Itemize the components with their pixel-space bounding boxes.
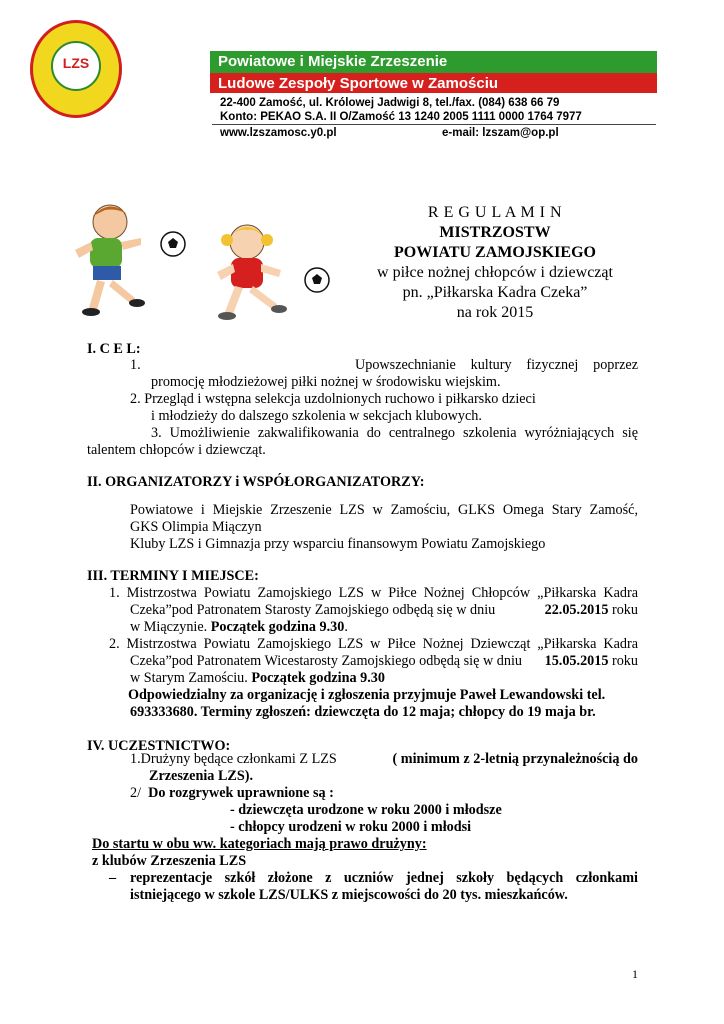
goal-1-text-b: promocję młodzieżowej piłki nożnej w środowisku wiejskim.	[151, 374, 501, 390]
section-3-heading: III. TERMINY I MIEJSCE:	[87, 568, 259, 584]
participation-2-text: Do rozgrywek uprawnione są :	[148, 785, 334, 801]
logo-emblem	[51, 41, 101, 91]
responsible-line-b: 693333680. Terminy zgłoszeń: dziewczęta do 12 maja; chłopcy do 19 maja br.	[130, 704, 596, 720]
organizers-line-3: Kluby LZS i Gimnazja przy wsparciu finansowym Powiatu Zamojskiego	[130, 536, 546, 552]
org-address: 22-400 Zamość, ul. Królowej Jadwigi 8, tel./fax. (084) 638 66 79	[220, 97, 560, 109]
term-2-date: 15.05.2015	[544, 653, 609, 669]
participation-line-2	[130, 785, 334, 802]
doc-title-regulamin: R E G U L A M I N	[427, 204, 563, 221]
logo-text: LZS	[62, 55, 90, 71]
doc-subtitle-pilka: w piłce nożnej chłopców i dziewcząt	[377, 264, 613, 281]
term-1-start: Początek godzina 9.30	[210, 619, 345, 635]
goal-3-text-b: talentem chłopców i dziewcząt.	[87, 442, 266, 458]
girl-player-icon	[217, 225, 287, 320]
organizers-line-1: Powiatowe i Miejskie Zrzeszenie LZS w Zamościu, GLKS Omega Stary Zamość,	[130, 502, 638, 518]
participation-rights: Do startu w obu ww. kategoriach mają prawo drużyny:	[92, 836, 427, 852]
doc-subtitle-year: na rok 2015	[456, 304, 534, 321]
participation-boys: - chłopcy urodzeni w roku 2000 i młodsi	[230, 819, 472, 835]
section-4-heading: IV. UCZESTNICTWO:	[87, 738, 231, 754]
goal-1-text-a: Upowszechnianie kultury fizycznej poprzez	[355, 357, 638, 373]
participation-2-num: 2/	[130, 785, 142, 801]
term-2-start: Początek godzina 9.30	[251, 670, 385, 686]
participation-teams: 1.Drużyny będące członkami Z LZS	[130, 751, 337, 767]
term-1-line-c: w Miączynie. Początek godzina 9.30.	[130, 619, 348, 635]
participation-minimum: ( minimum z 2-letnią przynależnością do	[392, 751, 638, 767]
football-icon-1	[161, 232, 185, 256]
organizers-line-2: GKS Olimpia Miączyn	[130, 519, 262, 535]
boy-player-icon	[75, 205, 145, 316]
participation-dash: –	[109, 870, 117, 886]
doc-title-powiatu: POWIATU ZAMOJSKIEGO	[394, 244, 596, 261]
term-2-line-b	[130, 653, 638, 670]
goal-1-number: 1.	[130, 357, 141, 373]
football-icon-2	[305, 268, 329, 292]
participation-line-1c: Zrzeszenia LZS).	[149, 768, 254, 784]
org-banner-red	[210, 73, 657, 93]
org-account: Konto: PEKAO S.A. II O/Zamość 13 1240 2005 1111 0000 1764 7977	[220, 111, 582, 123]
term-2-line-a: 2. Mistrzostwa Powiatu Zamojskiego LZS w Piłce Nożnej Dziewcząt „Piłkarska Kadra	[109, 636, 638, 652]
term-2-line-c	[130, 670, 385, 687]
org-name-line2: Ludowe Zespoły Sportowe w Zamościu	[218, 75, 499, 92]
goal-2-text-b: i młodzieży do dalszego szkolenia w sekcjach klubowych.	[151, 408, 482, 424]
lzs-logo	[30, 20, 122, 118]
org-email: e-mail: lzszam@op.pl	[442, 127, 559, 139]
responsible-line-a: Odpowiedzialny za organizację i zgłoszenia przyjmuje Paweł Lewandowski tel.	[128, 687, 606, 703]
org-name-line1: Powiatowe i Miejskie Zrzeszenie	[218, 53, 448, 70]
goal-2-text-a: 2. Przegląd i wstępna selekcja uzdolnionych ruchowo i piłkarsko dzieci	[130, 391, 536, 407]
children-football-illustration	[55, 180, 345, 340]
header-divider	[212, 124, 656, 125]
participation-schools-a: reprezentacje szkół złożone z uczniów jednej szkoły będących członkami	[130, 870, 638, 886]
participation-clubs: z klubów Zrzeszenia LZS	[92, 853, 247, 869]
term-1-year-word: roku	[611, 602, 638, 618]
participation-schools-b: istniejącego w szkole LZS/ULKS z miejscowości do 20 tys. mieszkańców.	[130, 887, 568, 903]
term-2-year-word: roku	[611, 653, 638, 669]
participation-line-1	[130, 751, 638, 768]
org-banner-green	[210, 51, 657, 73]
term-2-text: Czeka”pod Patronatem Wicestarosty Zamojskiego odbędą się w dniu	[130, 653, 522, 669]
doc-subtitle-name: pn. „Piłkarska Kadra Czeka”	[402, 284, 588, 301]
section-2-heading: II. ORGANIZATORZY i WSPÓŁORGANIZATORZY:	[87, 474, 425, 490]
page-number: 1	[632, 967, 638, 981]
doc-title-mistrzostw: MISTRZOSTW	[439, 224, 551, 241]
section-1-heading: I. C E L:	[87, 341, 141, 357]
term-1-line-a: 1. Mistrzostwa Powiatu Zamojskiego LZS w Piłce Nożnej Chłopców „Piłkarska Kadra	[109, 585, 638, 601]
term-1-text: Czeka”pod Patronatem Starosty Zamojskiego odbędą się w dniu	[130, 602, 496, 618]
term-1-line-b	[130, 602, 638, 619]
term-1-date: 22.05.2015	[544, 602, 609, 618]
term-1-place: w Miączynie.	[130, 619, 208, 635]
participation-girls: - dziewczęta urodzone w roku 2000 i młodsze	[230, 802, 502, 818]
goal-3-text-a: 3. Umożliwienie zakwalifikowania do centralnego szkolenia wyróżniających się	[151, 425, 638, 441]
term-2-place: w Starym Zamościu.	[130, 670, 248, 686]
org-website: www.lzszamosc.y0.pl	[220, 127, 337, 139]
